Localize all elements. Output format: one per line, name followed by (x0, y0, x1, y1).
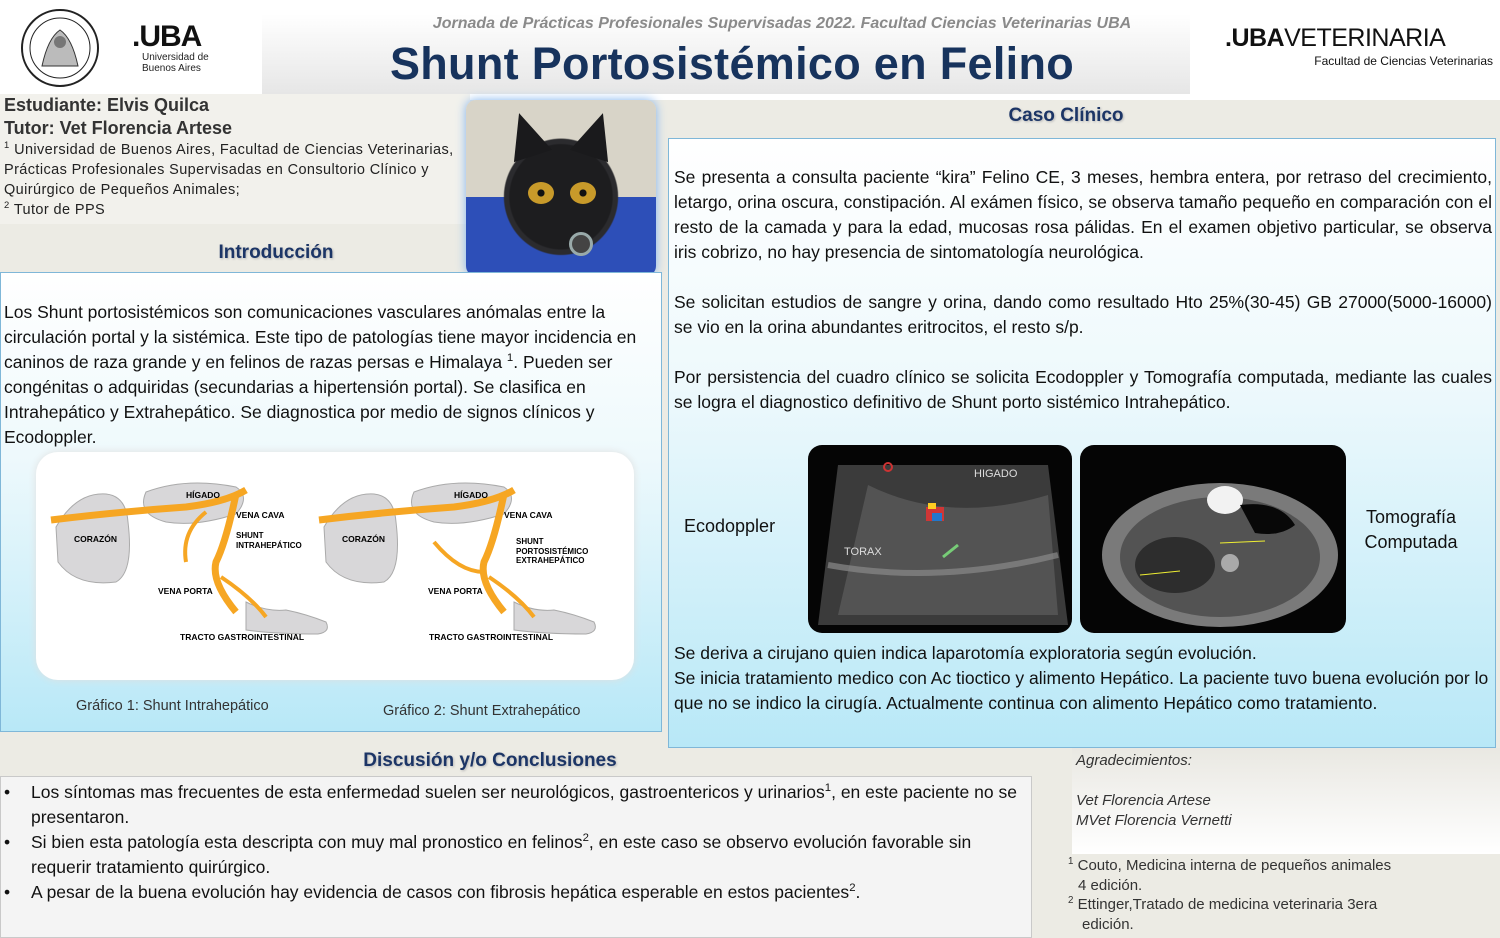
uba-line1: Universidad de (142, 52, 209, 63)
affiliation-2: $^2$ Tutor de PPS (4, 199, 106, 218)
caption-graph-2: Gráfico 2: Shunt Extrahepático (383, 703, 581, 719)
intro-title: Introducción (218, 242, 334, 263)
d2-shunt-label: SHUNT (516, 537, 544, 546)
d1-higado-label: HÍGADO (186, 490, 220, 500)
thanks-title: Agradecimientos: (1076, 752, 1192, 769)
ecodoppler-label: Ecodoppler (684, 516, 776, 536)
case-paragraph-1: Se presenta a consulta paciente “kira” Felino CE, 3 meses, hembra entera, por retraso del crecimiento, letargo, orina oscura, constipación. Al exámen físico, se observa tamaño pequeño en comparación con el resto de la camada y para la edad, mucosas rosa pálidas. En el examen objetivo particular, se observa iris cobrizo, no hay presencia de sintomatología neurológica. (674, 167, 1492, 262)
tomografia-image (1080, 445, 1346, 633)
tutor-name: Tutor: Vet Florencia Artese (4, 118, 233, 138)
uba-logo-left (132, 22, 242, 74)
reference-2-cont: edición. (1082, 915, 1134, 933)
uba-brand: .UBA (132, 20, 202, 53)
diagram-intrahepatic (51, 483, 327, 642)
discussion-bullet-1: • Los síntomas mas frecuentes de esta enfermedad suelen ser neurológicos, gastroentericos y urinarios$^1$, en este paciente no se presentaron. (4, 780, 1030, 830)
case-paragraph-2: Se solicitan estudios de sangre y orina, dando como resultado Hto 25%(30-45) GB 27000(5000-16000) se vio en la orina abundantes eritrocitos, el resto s/p. (674, 292, 1492, 337)
case-paragraph-4b: Se inicia tratamiento medico con Ac tioctico y alimento Hepático. La paciente tuvo buena evolución por lo que no se indico la cirugía. Actualmente continua con alimento Hepático como tratamiento. (674, 668, 1489, 713)
uba-veterinaria-logo (1225, 24, 1493, 68)
case-text (674, 165, 1492, 440)
d2-higado-label: HÍGADO (454, 490, 488, 500)
discussion-list (4, 780, 1030, 905)
tomografia-label: Tomografía Computada (1364, 507, 1458, 552)
case-outcome (674, 641, 1494, 716)
discussion-bullet-2: • Si bien esta patología esta descripta con muy mal pronostico en felinos$^2$, en este caso se observo evolución favorable sin requerir tratamiento quirúrgico. (4, 830, 1030, 880)
uba-line2: Buenos Aires (142, 63, 201, 74)
poster-title: Shunt Portosistémico en Felino (389, 38, 1075, 89)
author-box (0, 94, 470, 224)
eco-higado-tag: HIGADO (974, 468, 1018, 480)
thanks-name-1: Vet Florencia Artese (1076, 792, 1211, 809)
thanks-text (1076, 751, 1496, 831)
cat-photo (466, 100, 656, 276)
diagram-extrahepatic (319, 483, 595, 642)
references (1068, 856, 1498, 934)
eco-torax-tag: TORAX (844, 546, 882, 558)
d2-corazon-label: CORAZÓN (342, 534, 385, 544)
uba-vet-sub: Facultad de Ciencias Veterinarias (1314, 54, 1493, 68)
d1-corazon-label: CORAZÓN (74, 534, 117, 544)
uba-vet-brand2: VETERINARIA (1284, 24, 1446, 52)
affiliation-1: $^1$ Universidad de Buenos Aires, Facultad de Ciencias Veterinarias, Prácticas Profesionales Supervisadas en Consultorio Clínico y Quirúrgico de Pequeños Animales; (4, 139, 454, 198)
intro-text: Los Shunt portosistémicos son comunicaciones vasculares anómalas entre la circulación portal y la sistémica. Este tipo de patologías tiene mayor incidencia en caninos de raza grande y en felinos de razas persas e Himalaya $^1$. Pueden ser congénitas o adquiridas (secundarias a hipertensión portal). Se clasifica en Intrahepático y Extrahepático. Se diagnostica por medio de signos clínicos y Ecodoppler. (4, 302, 637, 447)
discussion-title: Discusión y/o Conclusiones (363, 750, 617, 771)
reference-1-cont: 4 edición. (1078, 876, 1143, 894)
d2-vena-porta-label: VENA PORTA (428, 586, 483, 596)
reference-2: $^2$ Ettinger,Tratado de medicina veterinaria 3era (1068, 895, 1378, 913)
d1-shunt-label2: INTRAHEPÁTICO (236, 541, 302, 550)
shunt-diagrams (36, 452, 634, 680)
event-title: Jornada de Prácticas Profesionales Supervisadas 2022. Facultad Ciencias Veterinarias UBA (432, 15, 1132, 32)
caption-graph-1: Gráfico 1: Shunt Intrahepático (76, 698, 269, 714)
case-paragraph-3: Por persistencia del cuadro clínico se solicita Ecodoppler y Tomografía computada, mediante las cuales se logra el diagnostico definitivo de Shunt porto sistémico Intrahepático. (674, 367, 1492, 412)
d1-vena-cava-label: VENA CAVA (236, 510, 285, 520)
thanks-name-2: MVet Florencia Vernetti (1076, 812, 1232, 829)
d2-tracto-label: TRACTO GASTROINTESTINAL (429, 632, 554, 642)
d1-tracto-label: TRACTO GASTROINTESTINAL (180, 632, 305, 642)
reference-1: $^1$ Couto, Medicina interna de pequeños animales (1068, 856, 1392, 874)
case-paragraph-4a: Se deriva a cirujano quien indica laparotomía exploratoria según evolución. (674, 643, 1257, 663)
uba-seal-logo (12, 8, 108, 88)
uba-vet-brand: .UBA (1225, 24, 1285, 52)
ecodoppler-image (808, 445, 1072, 633)
d2-shunt-label2: PORTOSISTÉMICO (516, 547, 589, 556)
d1-shunt-label: SHUNT (236, 531, 264, 540)
discussion-bullet-3: • A pesar de la buena evolución hay evidencia de casos con fibrosis hepática esperable en estos pacientes$^2$. (4, 880, 1030, 905)
d2-vena-cava-label: VENA CAVA (504, 510, 553, 520)
student-name: Estudiante: Elvis Quilca (4, 95, 210, 115)
d1-vena-porta-label: VENA PORTA (158, 586, 213, 596)
d2-shunt-label3: EXTRAHEPÁTICO (516, 556, 585, 565)
case-title: Caso Clínico (1008, 105, 1124, 126)
